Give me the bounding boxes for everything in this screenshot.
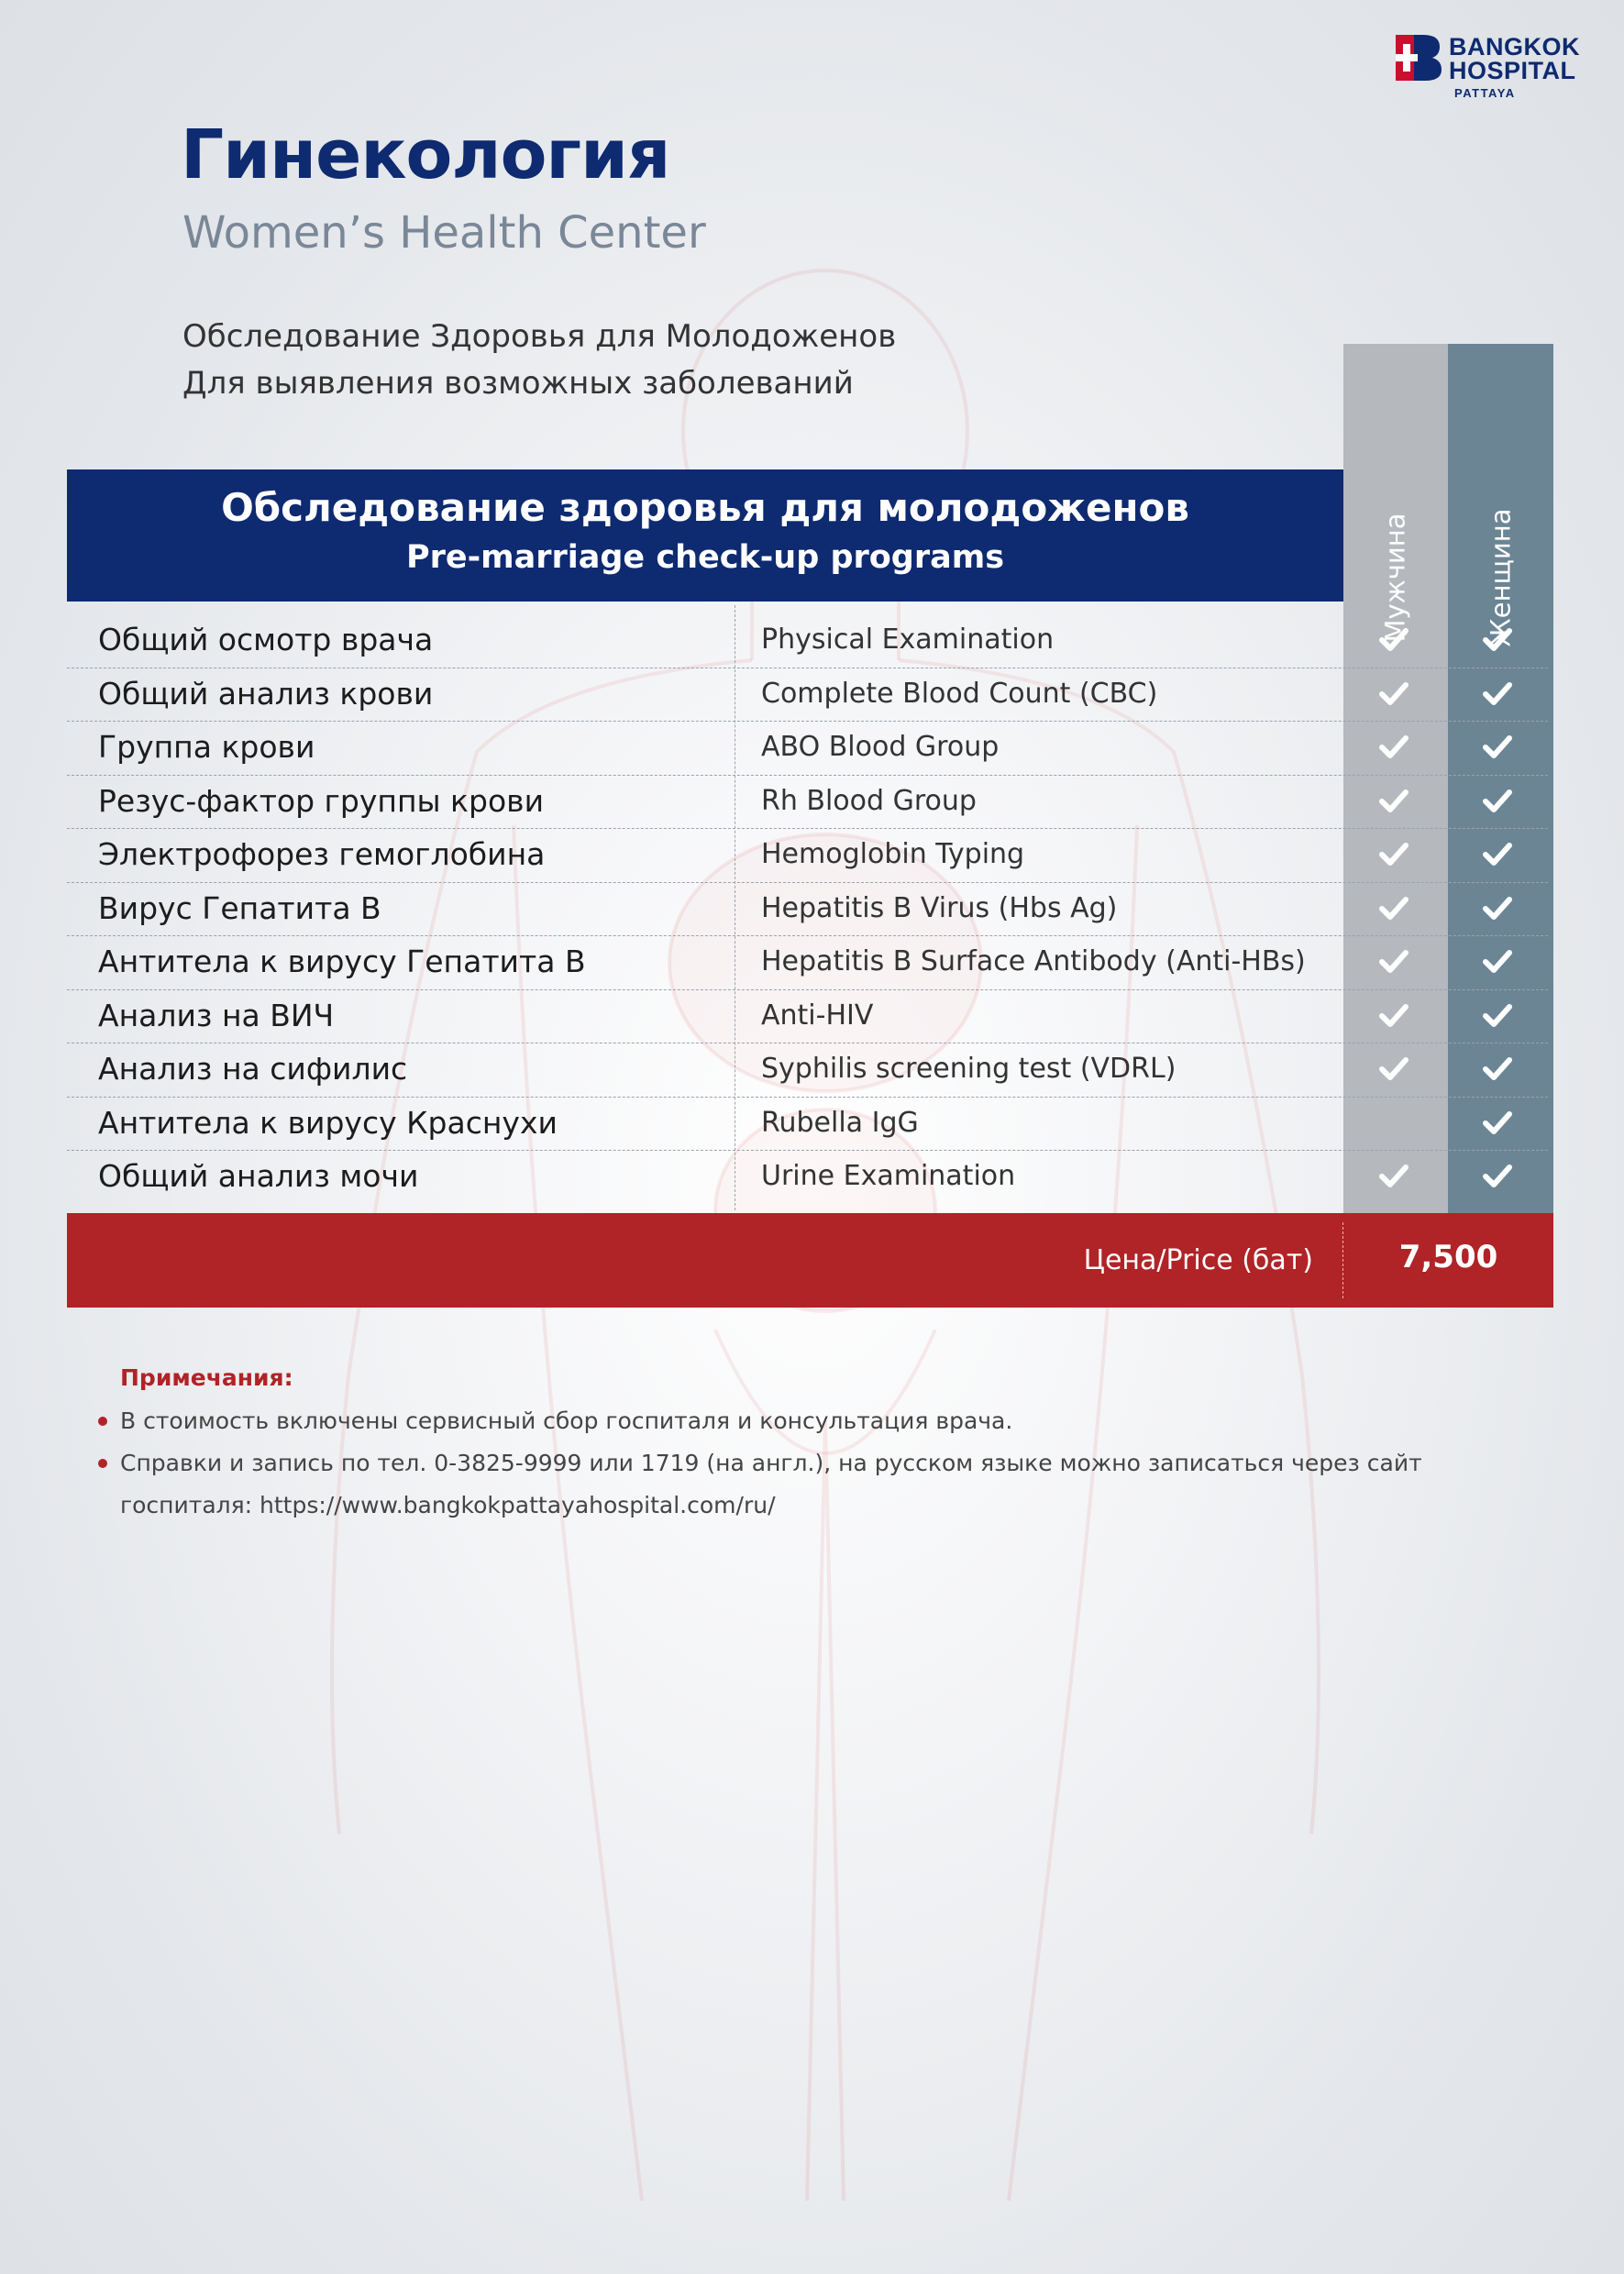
page-subtitle: Women’s Health Center xyxy=(182,207,706,259)
checkmark-icon xyxy=(1481,623,1514,656)
table-row xyxy=(67,1151,1553,1205)
hospital-cross-icon xyxy=(1392,33,1443,83)
table-row xyxy=(67,936,1553,990)
checkmark-icon xyxy=(1481,730,1514,763)
table-row xyxy=(67,883,1553,937)
notes-title: Примечания: xyxy=(120,1364,293,1391)
test-name-ru: Общий анализ мочи xyxy=(98,1158,419,1194)
checkmark-icon xyxy=(1481,837,1514,870)
checkmark-icon xyxy=(1377,837,1410,870)
note-bullet-icon xyxy=(98,1417,107,1426)
program-header xyxy=(67,469,1343,602)
test-name-ru: Антитела к вирусу Гепатита В xyxy=(98,944,586,979)
column-woman-label: Женщина xyxy=(1485,508,1517,647)
hospital-logo xyxy=(1392,31,1598,105)
table-row xyxy=(67,990,1553,1044)
column-man-label: Мужчина xyxy=(1380,513,1411,643)
table-row xyxy=(67,1043,1553,1098)
checkmark-icon xyxy=(1377,999,1410,1032)
test-name-en: Anti-HIV xyxy=(761,999,874,1032)
test-name-en: Syphilis screening test (VDRL) xyxy=(761,1053,1177,1085)
test-name-ru: Вирус Гепатита В xyxy=(98,889,381,926)
price-bar xyxy=(67,1213,1553,1308)
checkmark-icon xyxy=(1377,1159,1410,1192)
test-name-ru: Анализ на сифилис xyxy=(98,1051,408,1087)
test-name-ru: Резус-фактор группы крови xyxy=(98,782,545,819)
table-row xyxy=(67,776,1553,830)
test-name-en: Physical Examination xyxy=(761,624,1055,656)
table-row xyxy=(67,668,1553,723)
test-name-en: Urine Examination xyxy=(761,1160,1016,1192)
test-name-ru: Антитела к вирусу Краснухи xyxy=(98,1104,558,1141)
table-row xyxy=(67,1098,1553,1152)
test-name-en: Hepatitis B Virus (Hbs Ag) xyxy=(761,891,1118,924)
test-name-ru: Анализ на ВИЧ xyxy=(98,997,335,1033)
intro-line-1: Обследование Здоровья для Молодоженов xyxy=(182,318,897,355)
note-bullet-icon xyxy=(98,1459,107,1468)
checkmark-icon xyxy=(1377,784,1410,817)
test-name-en: Rubella IgG xyxy=(761,1106,919,1139)
checkmark-icon xyxy=(1377,730,1410,763)
checkmark-icon xyxy=(1377,944,1410,977)
test-list xyxy=(67,614,1553,1205)
checkmark-icon xyxy=(1481,944,1514,977)
program-title-en: Pre-marriage check-up programs xyxy=(405,539,1005,576)
table-row xyxy=(67,722,1553,776)
checkmark-icon xyxy=(1481,1052,1514,1085)
checkmark-icon xyxy=(1481,784,1514,817)
table-row xyxy=(67,614,1553,668)
price-label: Цена/Price (бат) xyxy=(1083,1244,1313,1276)
checkmark-icon xyxy=(1481,891,1514,924)
checkmark-icon xyxy=(1377,1052,1410,1085)
checkmark-icon xyxy=(1377,623,1410,656)
test-name-en: ABO Blood Group xyxy=(761,731,1000,763)
logo-text-hospital: HOSPITAL xyxy=(1449,57,1576,84)
logo-text-bangkok: BANGKOK xyxy=(1449,33,1580,61)
test-name-en: Hepatitis B Surface Antibody (Anti-HBs) xyxy=(761,945,1306,977)
logo-text-pattaya: PATTAYA xyxy=(1454,86,1516,100)
test-name-ru: Общий анализ крови xyxy=(98,675,434,712)
test-name-en: Complete Blood Count (CBC) xyxy=(761,677,1158,710)
test-name-ru: Электрофорез гемоглобина xyxy=(98,836,546,872)
checkmark-icon xyxy=(1481,677,1514,710)
table-row xyxy=(67,829,1553,883)
price-value: 7,500 xyxy=(1398,1239,1498,1275)
note-item: Справки и запись по тел. 0-3825-9999 или 1719 (на англ.), на русском языке можно записаться через сайт госпиталя: https://www.bangkokpattayahospital.com/ru/ xyxy=(120,1450,1422,1518)
test-name-ru: Группа крови xyxy=(98,729,315,765)
test-name-en: Rh Blood Group xyxy=(761,784,977,817)
intro-line-2: Для выявления возможных заболеваний xyxy=(182,365,854,402)
intro-text xyxy=(182,314,896,407)
test-name-ru: Общий осмотр врача xyxy=(98,622,434,657)
note-item: В стоимость включены сервисный сбор госпиталя и консультация врача. xyxy=(120,1407,1013,1434)
checkmark-icon xyxy=(1377,677,1410,710)
test-name-en: Hemoglobin Typing xyxy=(761,838,1025,870)
program-title-ru: Обследование здоровья для молодоженов xyxy=(221,485,1189,530)
page-title: Гинекология xyxy=(181,116,670,194)
checkmark-icon xyxy=(1481,999,1514,1032)
checkmark-icon xyxy=(1377,891,1410,924)
checkmark-icon xyxy=(1481,1159,1514,1192)
checkmark-icon xyxy=(1481,1106,1514,1139)
